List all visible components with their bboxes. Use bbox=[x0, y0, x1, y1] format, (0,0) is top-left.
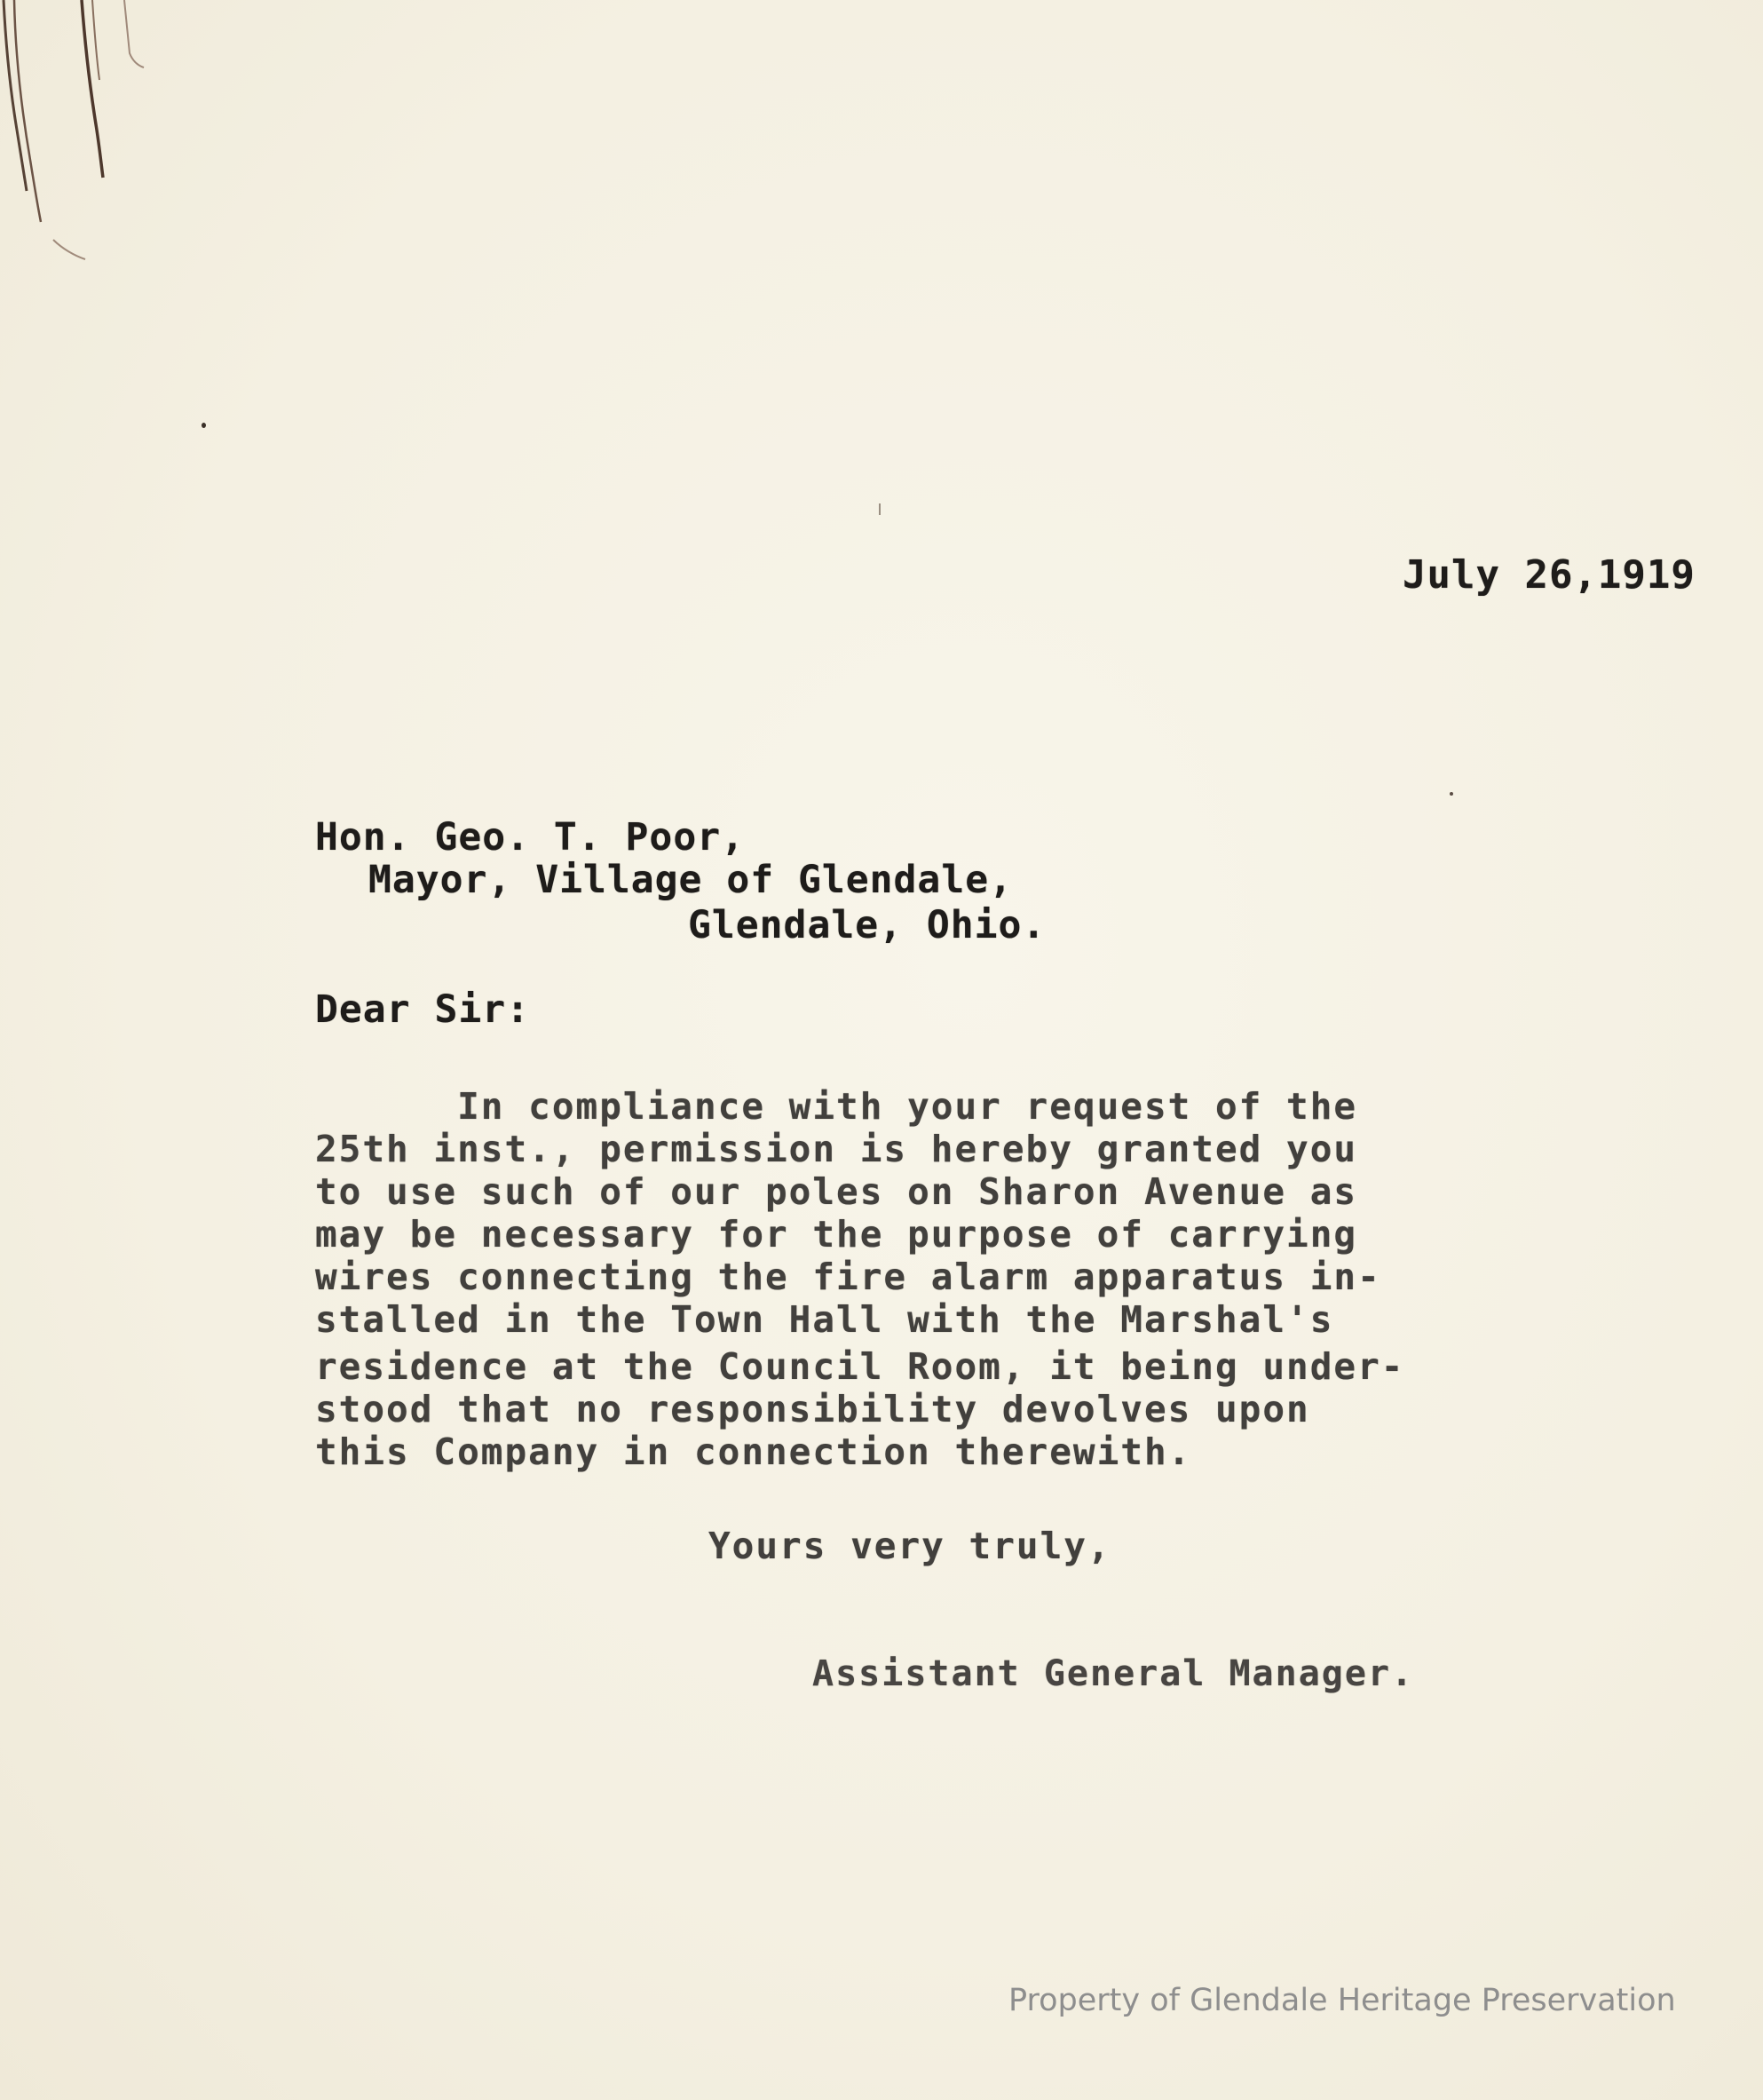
signature-title: Assistant General Manager. bbox=[812, 1653, 1415, 1694]
body-line: residence at the Council Room, it being under- bbox=[315, 1345, 1405, 1388]
salutation: Dear Sir: bbox=[315, 987, 530, 1032]
ink-speck bbox=[1450, 792, 1453, 796]
ink-stroke-6 bbox=[53, 240, 85, 259]
body-line: stalled in the Town Hall with the Marshal's bbox=[315, 1298, 1334, 1341]
recipient-location: Glendale, Ohio. bbox=[688, 903, 1047, 947]
body-line: may be necessary for the purpose of carrying bbox=[315, 1213, 1358, 1256]
body-line: stood that no responsibility devolves upon bbox=[315, 1388, 1310, 1430]
body-line: to use such of our poles on Sharon Avenue as bbox=[315, 1170, 1358, 1213]
ink-stroke-5 bbox=[124, 0, 144, 67]
recipient-name: Hon. Geo. T. Poor, bbox=[315, 815, 745, 860]
ink-speck bbox=[879, 503, 881, 515]
ink-stroke-3 bbox=[82, 0, 103, 178]
body-line: wires connecting the fire alarm apparatus in- bbox=[315, 1256, 1381, 1298]
body-line: 25th inst., permission is hereby granted you bbox=[315, 1128, 1358, 1170]
corner-stain-marks bbox=[0, 0, 178, 275]
ink-speck bbox=[202, 423, 206, 428]
letter-closing: Yours very truly, bbox=[708, 1525, 1111, 1567]
recipient-title: Mayor, Village of Glendale, bbox=[368, 858, 1013, 902]
body-line: this Company in connection therewith. bbox=[315, 1430, 1192, 1473]
watermark-text: Property of Glendale Heritage Preservation bbox=[1008, 1983, 1676, 2018]
letter-date: July 26,1919 bbox=[1403, 552, 1696, 598]
ink-stroke-4 bbox=[92, 0, 99, 80]
body-line: In compliance with your request of the bbox=[315, 1085, 1358, 1128]
